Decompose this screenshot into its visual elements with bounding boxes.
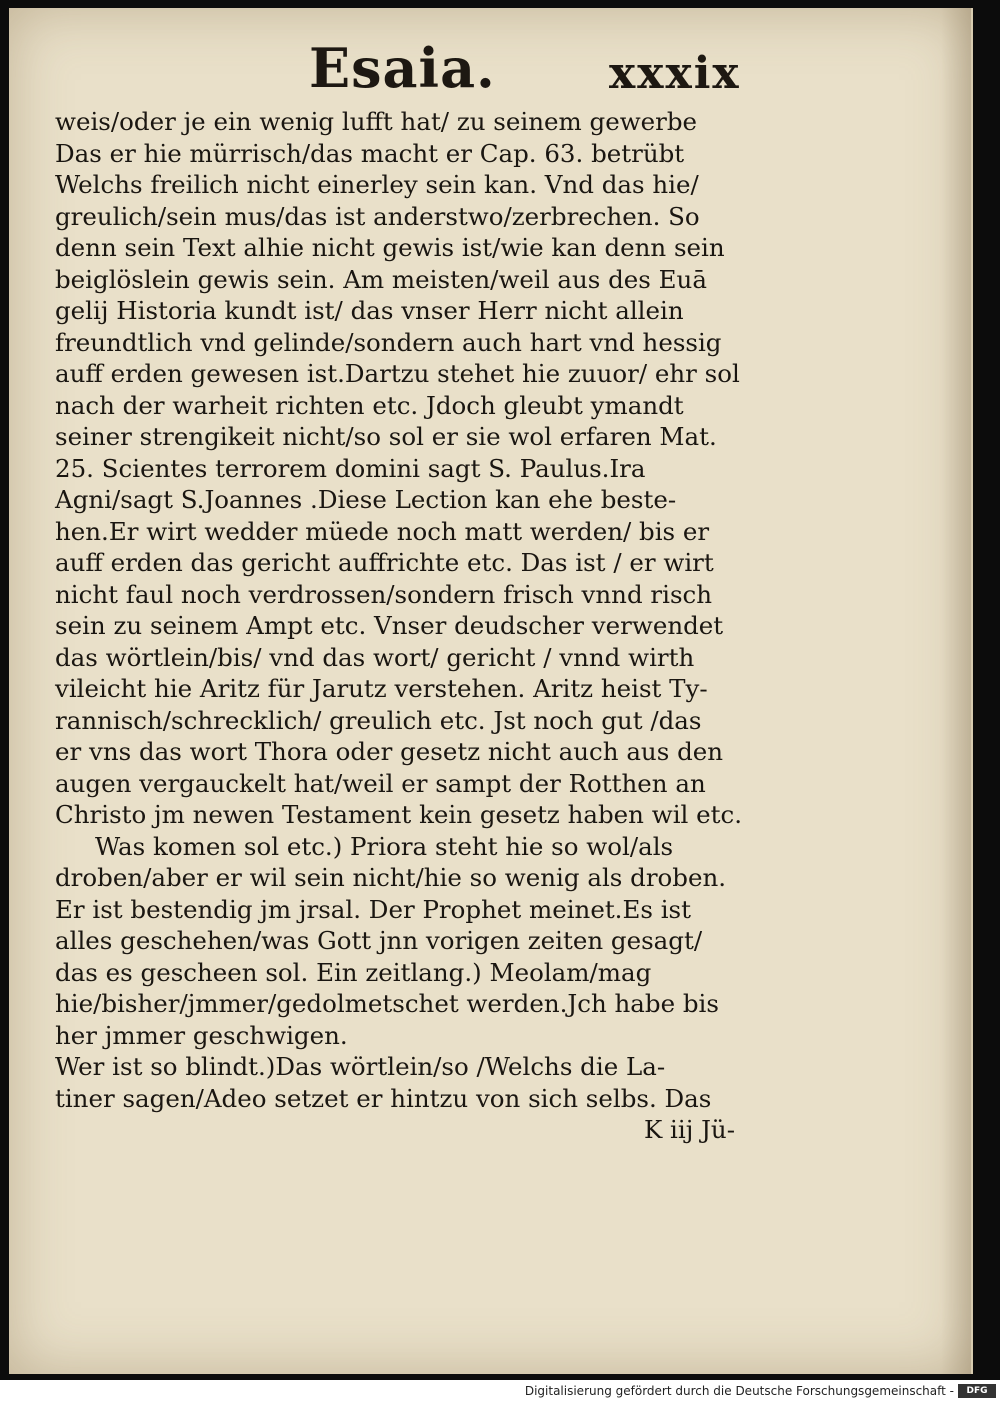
text-line: tiner sagen/Adeo setzet er hintzu von sich selbs. Das — [55, 1083, 712, 1113]
text-line: sein zu seinem Ampt etc. Vnser deudscher verwendet — [55, 611, 724, 640]
text-line: das wörtlein/bis/ vnd das wort/ gericht / vnnd wirth — [55, 642, 695, 672]
funding-credit: Digitalisierung gefördert durch die Deutsche Forschungsgemeinschaft - — [524, 1384, 954, 1398]
text-line: nicht faul noch verdrossen/sondern frisch vnnd risch — [55, 579, 713, 609]
text-line: rannisch/schrecklich/ greulich etc. Jst noch gut /das — [55, 705, 702, 735]
text-line: vileicht hie Aritz für Jarutz verstehen. Aritz heist Ty- — [55, 674, 708, 703]
text-line: hie/bisher/jmmer/gedolmetschet werden.Jch habe bis — [55, 989, 719, 1018]
text-line: beiglöslein gewis sein. Am meisten/weil aus des Euā — [55, 264, 707, 294]
text-line: Christo jm newen Testament kein gesetz haben wil etc. — [55, 800, 743, 829]
book-page — [9, 8, 973, 1374]
text-line: das es gescheen sol. Ein zeitlang.) Meolam/mag — [55, 957, 652, 987]
text-line: Er ist bestendig jm jrsal. Der Prophet meinet.Es ist — [55, 894, 691, 924]
folio-number: xxxix — [609, 48, 741, 99]
text-line: er vns das wort Thora oder gesetz nicht auch aus den — [55, 737, 724, 766]
text-line: Agni/sagt S.Joannes .Diese Lection kan ehe beste- — [55, 485, 677, 514]
text-line: nach der warheit richten etc. Jdoch gleubt ymandt — [55, 390, 684, 420]
text-line: denn sein Text alhie nicht gewis ist/wie kan denn sein — [55, 233, 725, 262]
footer-bar — [0, 1380, 1000, 1402]
running-title: Esaia. — [309, 36, 496, 100]
text-line: Wer ist so blindt.)Das wörtlein/so /Welchs die La- — [55, 1052, 666, 1081]
text-line: Was komen sol etc.) Priora steht hie so wol/als — [95, 831, 674, 861]
text-line: auff erden das gericht auffrichte etc. Das ist / er wirt — [55, 548, 714, 577]
text-line: droben/aber er wil sein nicht/hie so wenig als droben. — [55, 863, 727, 892]
text-line: auff erden gewesen ist.Dartzu stehet hie zuuor/ ehr sol — [55, 359, 740, 388]
text-line: freundtlich vnd gelinde/sondern auch hart vnd hessig — [55, 327, 722, 357]
text-line: Das er hie mürrisch/das macht er Cap. 63. betrübt — [55, 138, 685, 168]
text-line: Welchs freilich nicht einerley sein kan. Vnd das hie/ — [55, 170, 699, 199]
text-line: alles geschehen/was Gott jnn vorigen zeiten gesagt/ — [55, 926, 703, 955]
dfg-logo: DFG — [958, 1384, 996, 1398]
text-line: greulich/sein mus/das ist anderstwo/zerbrechen. So — [55, 201, 700, 231]
text-line: gelij Historia kundt ist/ das vnser Herr nicht allein — [55, 296, 684, 325]
catchword: K iij Jü- — [643, 1115, 735, 1144]
text-line: her jmmer geschwigen. — [55, 1020, 348, 1050]
text-line: hen.Er wirt wedder müede noch matt werden/ bis er — [55, 516, 710, 546]
text-line: augen vergauckelt hat/weil er sampt der Rotthen an — [55, 768, 706, 798]
text-line: weis/oder je ein wenig lufft hat/ zu seinem gewerbe — [55, 107, 698, 136]
body-text — [55, 106, 743, 1146]
text-line: seiner strengikeit nicht/so sol er sie wol erfaren Mat. — [55, 422, 717, 451]
text-line: 25. Scientes terrorem domini sagt S. Paulus.Ira — [55, 453, 646, 483]
page-header — [9, 8, 971, 108]
